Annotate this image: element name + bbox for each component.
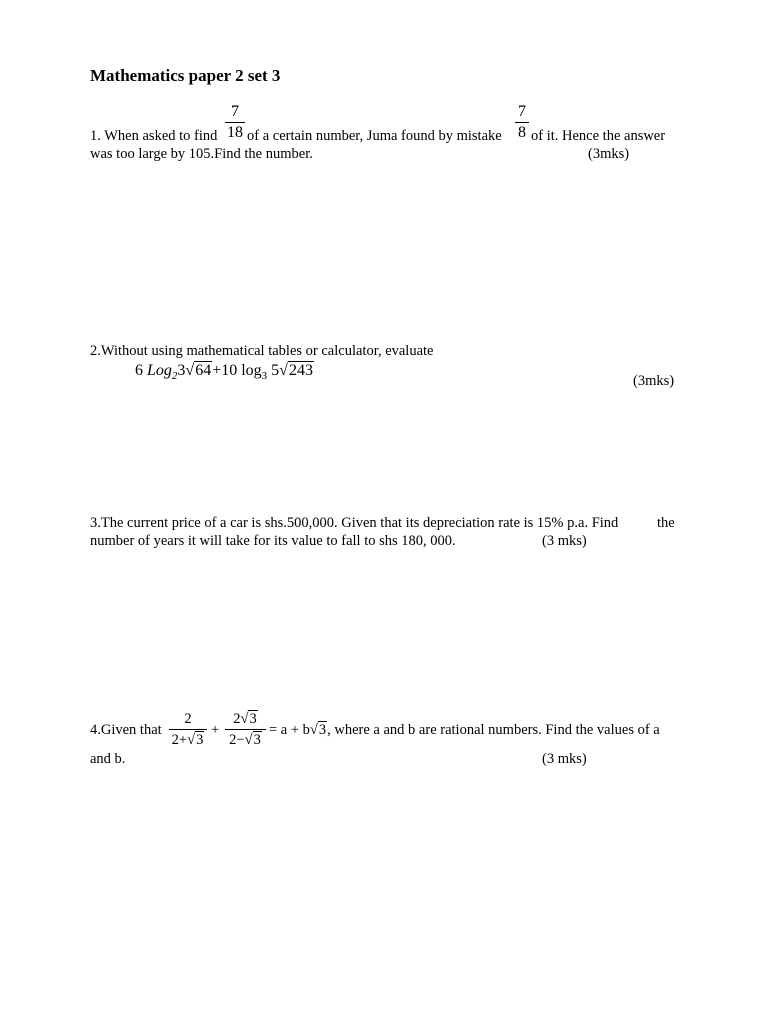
- fraction-numerator: 7: [231, 103, 239, 120]
- square-root: √3: [240, 711, 257, 727]
- question-1-marks: (3mks): [588, 146, 630, 162]
- square-root: √3: [309, 722, 327, 738]
- fraction-numerator: 7: [518, 103, 526, 120]
- question-3-line-1-end: the: [657, 515, 675, 531]
- question-1-text-middle: of a certain number, Juma found by mistake: [247, 128, 502, 144]
- page-title: Mathematics paper 2 set 3: [90, 66, 281, 85]
- question-2-text: 2.Without using mathematical tables or calculator, evaluate: [90, 343, 434, 359]
- fraction-seven-eighths: [515, 103, 529, 142]
- fraction-two-root-three-over-two-minus-root-three: [225, 710, 266, 749]
- numerator-prefix: 2: [233, 711, 241, 727]
- radicand: 3: [253, 732, 261, 748]
- question-4-text-end: , where a and b are rational numbers. Find the values of a: [327, 722, 660, 738]
- argument-prefix-2: 5: [271, 362, 280, 379]
- radicand: 3: [196, 732, 204, 748]
- equals-a-plus-b: = a + b: [269, 722, 310, 738]
- question-4-equation: [269, 722, 660, 739]
- plus-ten: +10: [212, 362, 238, 379]
- question-3-marks: (3 mks): [542, 533, 587, 549]
- question-1-line-2: was too large by 105.Find the number.: [90, 146, 313, 162]
- fraction-denominator: [169, 731, 207, 749]
- square-root: √3: [244, 732, 261, 748]
- question-4-text-start: 4.Given that: [90, 722, 162, 738]
- denominator-prefix: 2−: [229, 732, 245, 748]
- plus-sign: +: [211, 722, 220, 738]
- log-symbol: Log: [147, 362, 172, 379]
- fraction-two-over-two-plus-root-three: [169, 710, 207, 749]
- log-symbol-2: log: [241, 362, 262, 379]
- argument-prefix: 3: [177, 362, 186, 379]
- fraction-bar: [225, 729, 266, 730]
- question-4-line-2: and b.: [90, 751, 126, 767]
- square-root-2: √243: [279, 362, 313, 379]
- fraction-denominator: [225, 731, 266, 749]
- log-base: 2: [171, 370, 178, 383]
- radicand-2: 243: [288, 362, 313, 379]
- fraction-numerator: 2: [184, 711, 192, 727]
- fraction-numerator: [225, 710, 266, 728]
- radicand: 3: [249, 711, 257, 727]
- fraction-bar: [169, 729, 207, 730]
- fraction-denominator: 8: [518, 124, 526, 141]
- coefficient: 6: [135, 362, 143, 379]
- fraction-bar: [515, 122, 529, 123]
- question-3-line-1: 3.The current price of a car is shs.500,000. Given that its depreciation rate is 15% p.a. Find: [90, 515, 619, 531]
- fraction-seven-eighteenths: [225, 103, 245, 142]
- question-3-line-2: number of years it will take for its value to fall to shs 180, 000.: [90, 533, 456, 549]
- fraction-denominator: 18: [227, 124, 243, 141]
- radicand: 64: [195, 362, 212, 379]
- radicand: 3: [318, 722, 327, 738]
- question-4-marks: (3 mks): [542, 751, 587, 767]
- question-2-expression: [135, 362, 314, 382]
- denominator-prefix: 2+: [171, 732, 188, 748]
- square-root: √3: [187, 732, 204, 748]
- question-1-text-start: 1. When asked to find: [90, 128, 218, 144]
- log-base-2: 3: [261, 370, 268, 383]
- question-1-text-end: of it. Hence the answer: [531, 128, 666, 144]
- question-2-marks: (3mks): [633, 373, 675, 389]
- square-root: √64: [185, 362, 212, 379]
- fraction-bar: [225, 122, 245, 123]
